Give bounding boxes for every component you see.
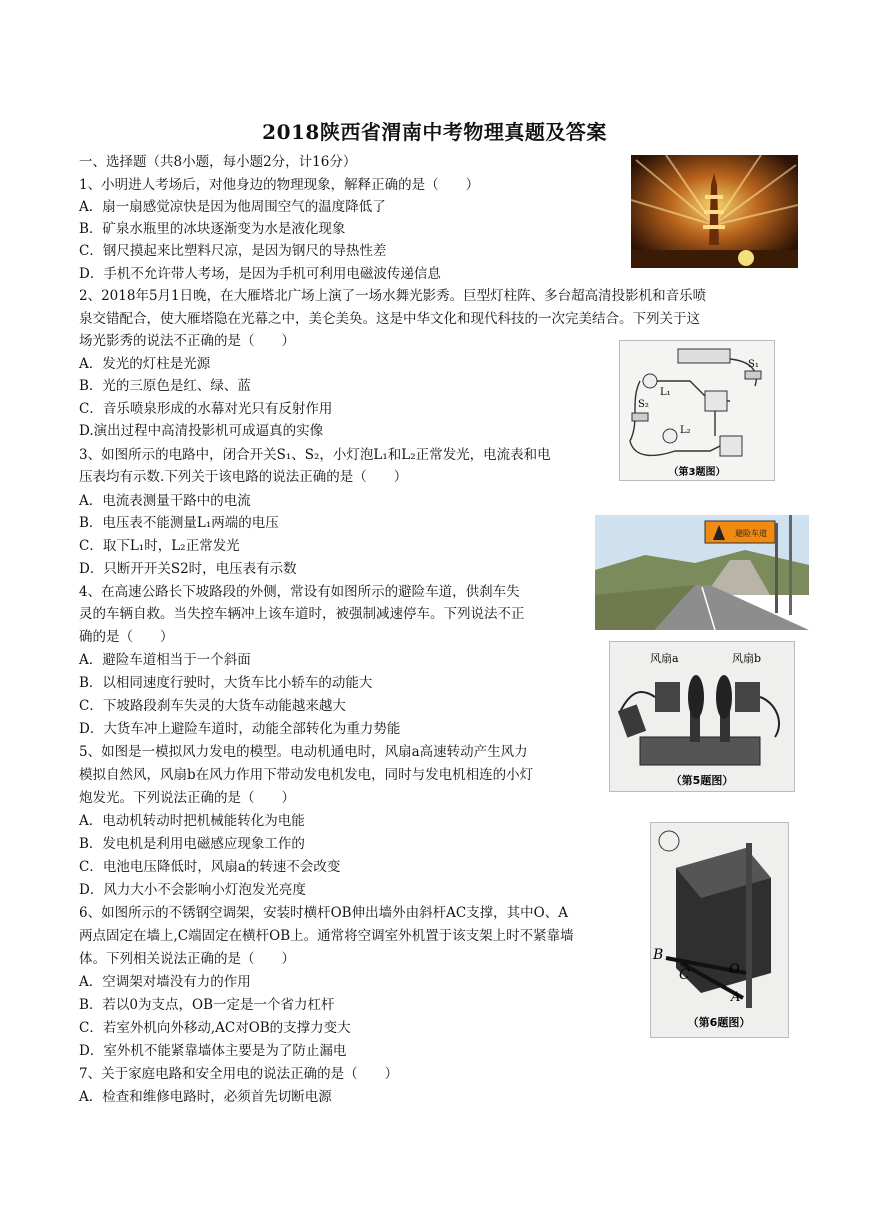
q2-option-b: B．光的三原色是红、绿、蓝 xyxy=(79,378,251,394)
fig6-label-b: B xyxy=(653,947,664,963)
q7-option-a: A．检查和维修电路时，必须首先切断电源 xyxy=(79,1089,332,1105)
q1-option-d: D．手机不允许带人考场，是因为手机可利用电磁波传递信息 xyxy=(79,266,441,282)
q4-option-d: D．大货车冲上避险车道时，动能全部转化为重力势能 xyxy=(79,721,401,737)
ac-bracket-figure xyxy=(650,822,789,1038)
q5-option-b: B．发电机是利用电磁感应现象工作的 xyxy=(79,836,305,852)
fig5-label-fan-b: 风扇b xyxy=(732,652,762,665)
fig3-label-s1: S₁ xyxy=(748,359,759,370)
q2-option-a: A．发光的灯柱是光源 xyxy=(79,356,211,372)
q1-option-c: C．钢尺摸起来比塑料尺凉，是因为钢尺的导热性差 xyxy=(79,243,387,259)
q2-option-c: C．音乐喷泉形成的水幕对光只有反射作用 xyxy=(79,401,333,417)
page-title: 2018陕西省渭南中考物理真题及答案 xyxy=(262,120,607,144)
q6-stem-line3: 体。下列相关说法正确的是（ ） xyxy=(79,951,295,967)
q5-option-d: D．风力大小不会影响小灯泡发光亮度 xyxy=(79,882,306,898)
fig3-label-l1: L₁ xyxy=(660,387,671,398)
q6-option-a: A．空调架对墙没有力的作用 xyxy=(79,974,251,990)
q6-option-d: D．室外机不能紧靠墙体主要是为了防止漏电 xyxy=(79,1043,347,1059)
q5-stem-line2: 模拟自然风，风扇b在风力作用下带动发电机发电，同时与发电机相连的小灯 xyxy=(79,767,534,783)
escape-lane-photo xyxy=(595,515,809,630)
q5-stem-line1: 5、如图是一模拟风力发电的模型。电动机通电时，风扇a高速转动产生风力 xyxy=(79,744,528,760)
fig5-caption: （第5题图） xyxy=(670,774,734,787)
q5-stem-line3: 炮发光。下列说法正确的是（ ） xyxy=(79,790,295,806)
q3-option-b: B．电压表不能测量L₁两端的电压 xyxy=(79,515,279,531)
q6-option-b: B．若以0为支点，OB一定是一个省力杠杆 xyxy=(79,997,335,1013)
q6-stem-line1: 6、如图所示的不锈钢空调架，安装时横杆OB伸出墙外由斜杆AC支撑，其中O、A xyxy=(79,905,568,921)
fig3-caption: （第3题图） xyxy=(668,467,726,478)
q3-option-c: C．取下L₁时，L₂正常发光 xyxy=(79,538,240,554)
q4-stem-line2: 灵的车辆自救。当失控车辆冲上该车道时，被强制减速停车。下列说法不正 xyxy=(79,606,525,622)
q2-stem-line1: 2、2018年5月1日晚，在大雁塔北广场上演了一场水舞光影秀。巨型灯柱阵、多台超高清投影机和音乐喷 xyxy=(79,288,707,304)
q3-option-a: A．电流表测量干路中的电流 xyxy=(79,493,251,509)
circuit-figure xyxy=(619,340,775,481)
wind-generator-figure xyxy=(609,641,795,792)
fig3-label-s2: S₂ xyxy=(638,399,649,410)
q5-option-a: A．电动机转动时把机械能转化为电能 xyxy=(79,813,305,829)
fig4-sign-text: 避险车道 xyxy=(735,529,767,538)
q6-option-c: C．若室外机向外移动,AC对OB的支撑力变大 xyxy=(79,1020,351,1036)
q5-option-c: C．电池电压降低时，风扇a的转速不会改变 xyxy=(79,859,341,875)
q6-stem-line2: 两点固定在墙上,C端固定在横杆OB上。通常将空调室外机置于该支架上时不紧靠墙 xyxy=(79,928,574,944)
fig6-label-o: O xyxy=(729,962,740,977)
q1-option-a: A．扇一扇感觉凉快是因为他周围空气的温度降低了 xyxy=(79,199,386,215)
fig6-label-c: C xyxy=(679,967,690,983)
q4-option-a: A．避险车道相当于一个斜面 xyxy=(79,652,251,668)
light-show-photo xyxy=(631,155,798,268)
q4-option-c: C．下坡路段刹车失灵的大货车动能越来越大 xyxy=(79,698,346,714)
fig5-label-fan-a: 风扇a xyxy=(650,652,679,665)
q1-option-b: B．矿泉水瓶里的冰块逐渐变为水是液化现象 xyxy=(79,221,346,237)
q4-stem-line1: 4、在高速公路长下坡路段的外侧，常设有如图所示的避险车道，供刹车失 xyxy=(79,584,520,600)
q7-stem: 7、关于家庭电路和安全用电的说法正确的是（ ） xyxy=(79,1066,399,1082)
fig6-caption: （第6题图） xyxy=(687,1016,751,1029)
q2-option-d: D.演出过程中高清投影机可成逼真的实像 xyxy=(79,423,324,439)
section-heading: 一、选择题（共8小题，每小题2分，计16分） xyxy=(79,154,357,170)
q3-option-d: D．只断开开关S2时，电压表有示数 xyxy=(79,561,297,577)
q3-stem-line1: 3、如图所示的电路中，闭合开关S₁、S₂，小灯泡L₁和L₂正常发光，电流表和电 xyxy=(79,447,551,463)
q2-stem-line3: 场光影秀的说法不正确的是（ ） xyxy=(79,333,295,349)
q1-stem: 1、小明进人考场后，对他身边的物理现象，解释正确的是（ ） xyxy=(79,177,480,193)
q3-stem-line2: 压表均有示数.下列关于该电路的说法正确的是（ ） xyxy=(79,469,408,485)
q4-stem-line3: 确的是（ ） xyxy=(79,629,174,645)
q2-stem-line2: 泉交错配合，使大雁塔隐在光幕之中，美仑美奂。这是中华文化和现代科技的一次完美结合。下列关于这 xyxy=(79,311,700,327)
q4-option-b: B．以相同速度行驶时，大货车比小轿车的动能大 xyxy=(79,675,373,691)
fig3-label-l2: L₂ xyxy=(680,425,691,436)
fig6-label-a: A xyxy=(731,990,741,1005)
